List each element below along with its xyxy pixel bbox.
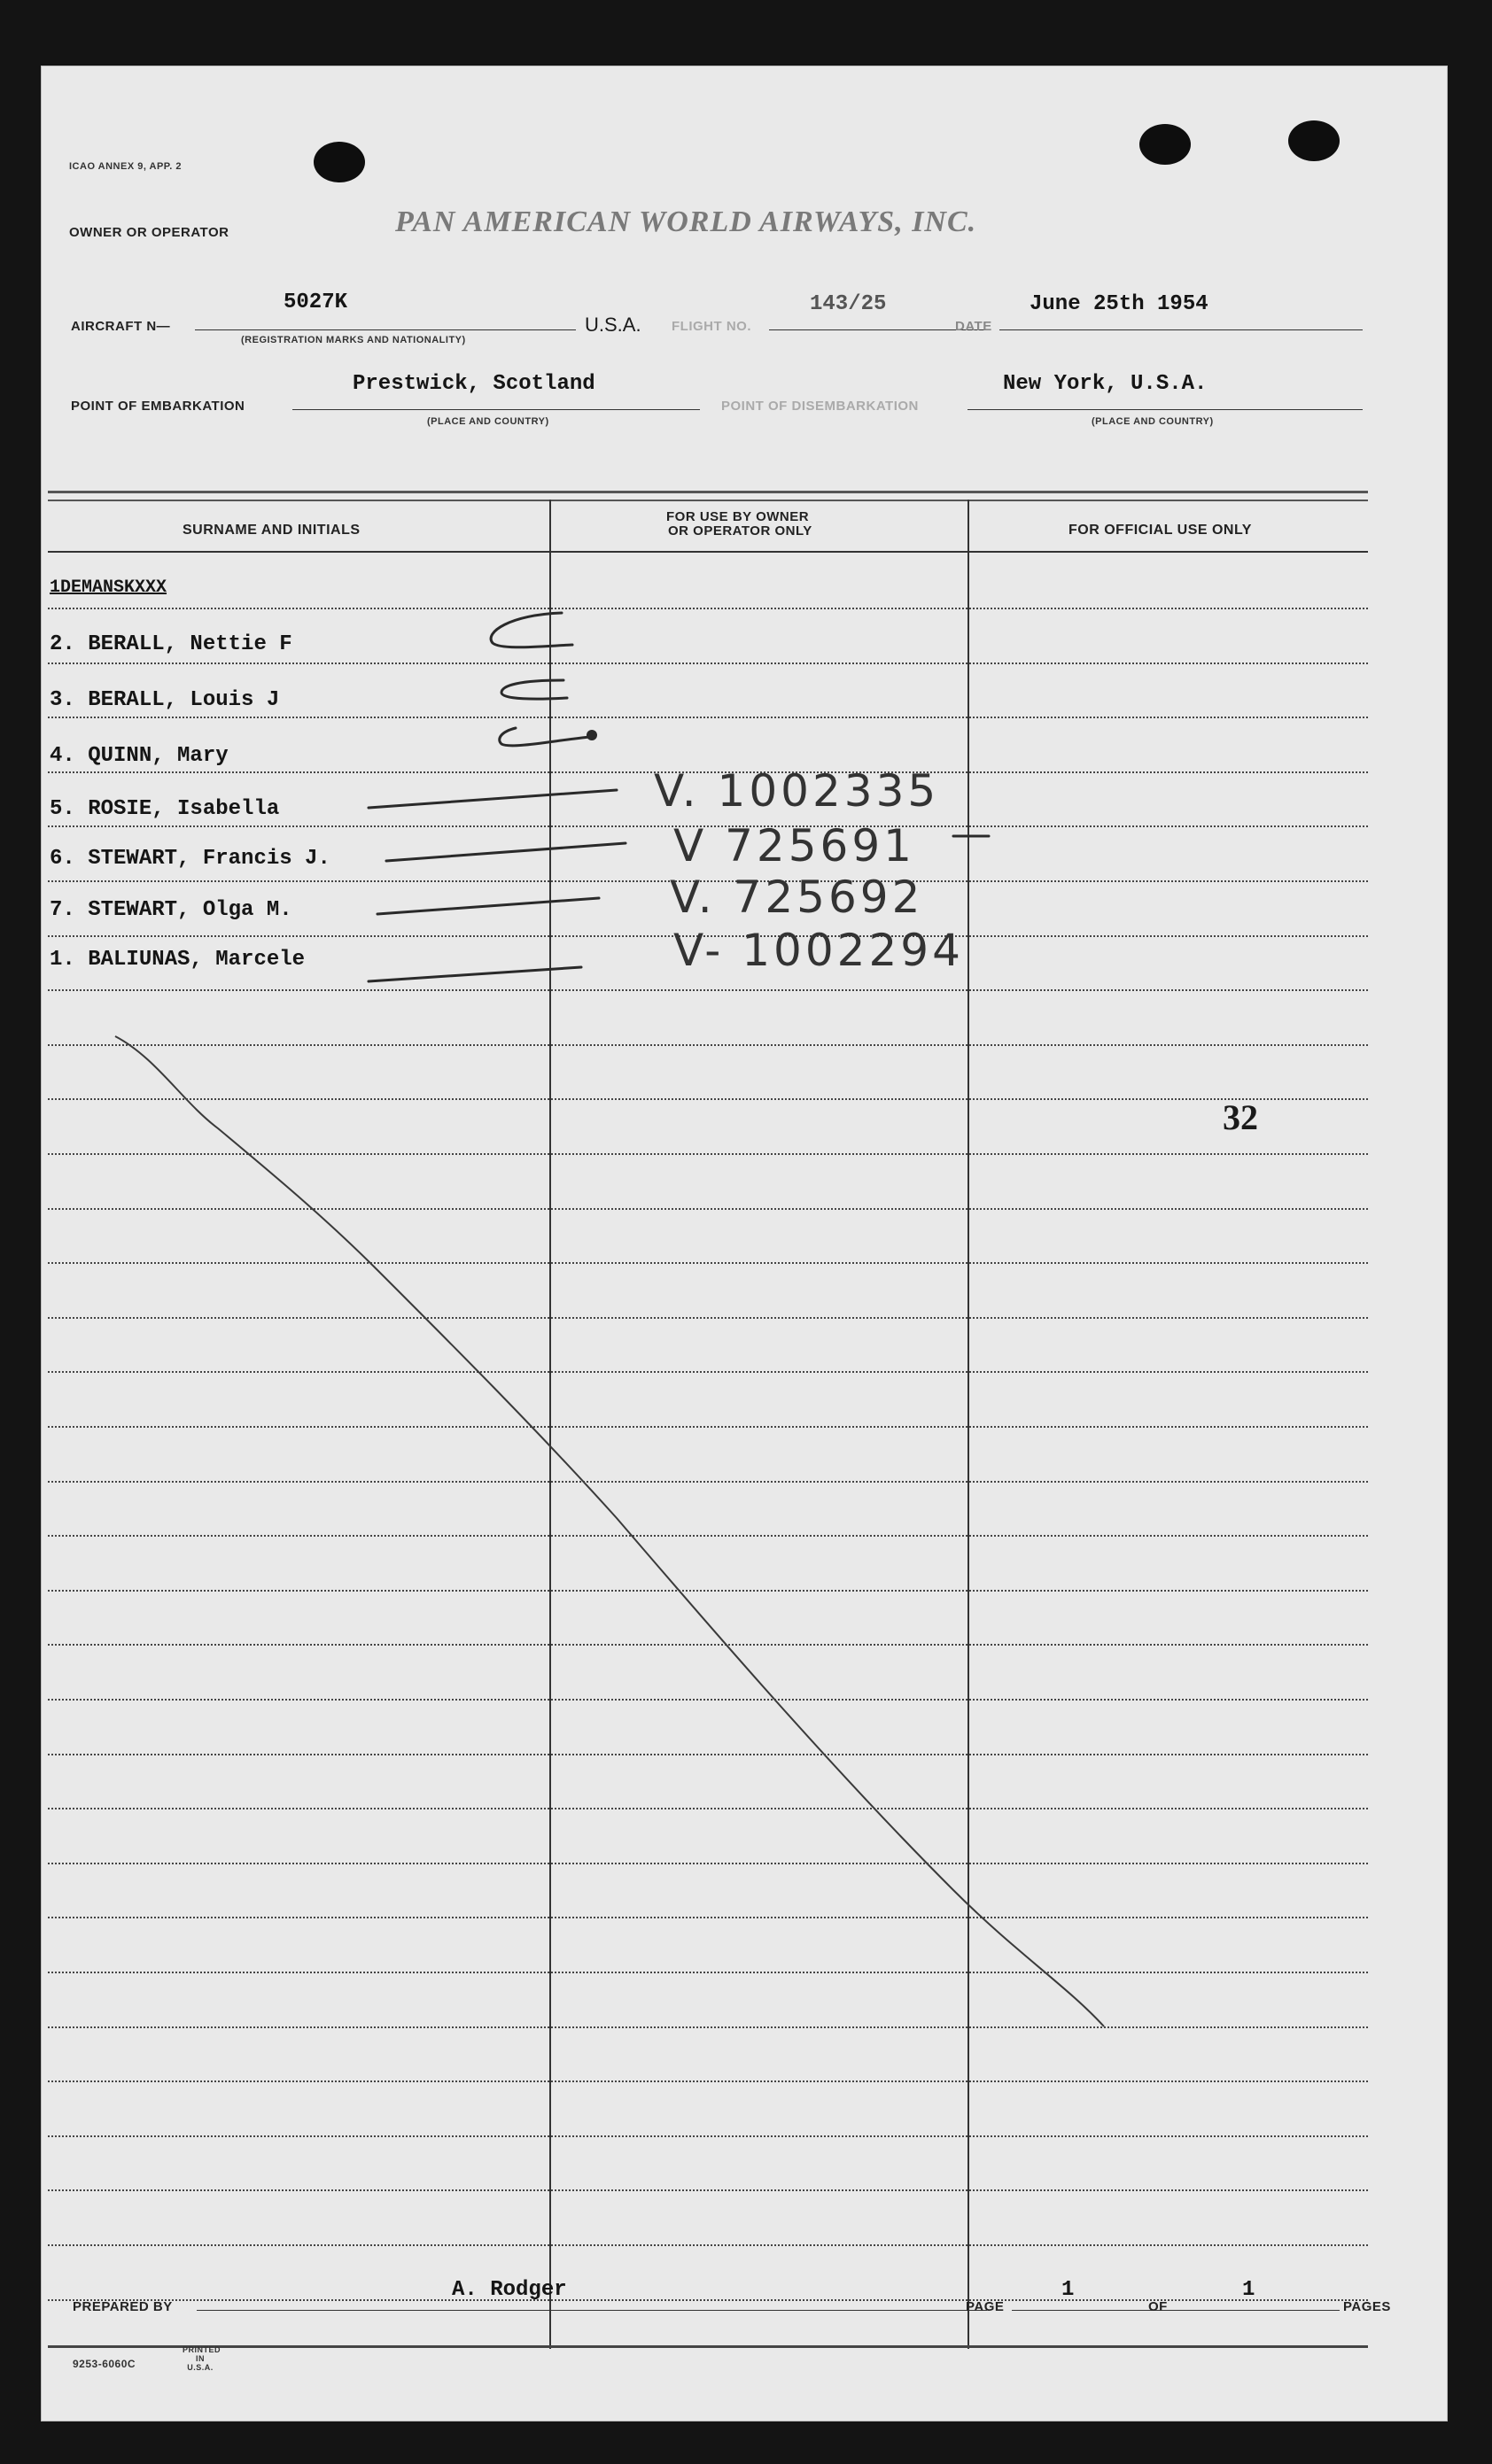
check-mark [501,680,567,699]
owner-label: OWNER OR OPERATOR [69,225,229,240]
ink-dot [587,730,597,740]
date-value: June 25th 1954 [1030,292,1208,316]
embark-sub: (PLACE AND COUNTRY) [427,416,549,427]
flight-label: FLIGHT NO. [672,319,751,334]
usa-label: U.S.A. [585,314,641,336]
leader-line [369,790,617,808]
flight-value: 143/25 [810,292,887,316]
printer-mark: PRINTED IN U.S.A. [183,2345,221,2372]
passenger-name: 2. BERALL, Nettie F [50,632,292,656]
col-surname-header: SURNAME AND INITIALS [183,523,361,538]
embark-value: Prestwick, Scotland [353,372,595,396]
date-label: DATE [955,319,992,334]
passenger-name: 7. STEWART, Olga M. [50,898,292,922]
leader-line [369,967,581,981]
passenger-name: 1. BALIUNAS, Marcele [50,948,306,972]
passenger-name: 6. STEWART, Francis J. [50,847,330,871]
of-value: 1 [1242,2278,1255,2302]
aircraft-sub: (REGISTRATION MARKS AND NATIONALITY) [241,335,466,345]
operator-note: V 725691 [673,820,915,872]
col-official-header: FOR OFFICIAL USE ONLY [1068,523,1252,538]
pages-label: PAGES [1343,2299,1391,2314]
col-operator-header-line1: FOR USE BY OWNER [666,509,810,524]
leader-line [386,843,626,861]
col-operator-header-line2: OR OPERATOR ONLY [668,523,812,539]
disembark-sub: (PLACE AND COUNTRY) [1092,416,1214,427]
page-value: 1 [1061,2278,1075,2302]
aircraft-label: AIRCRAFT N— [71,319,171,334]
embark-label: POINT OF EMBARKATION [71,399,245,414]
page-label: PAGE [966,2299,1005,2314]
annex-label: ICAO ANNEX 9, APP. 2 [69,161,182,172]
check-mark [491,613,572,647]
passenger-name: 5. ROSIE, Isabella [50,797,280,821]
of-label: OF [1148,2299,1168,2314]
manifest-sheet [41,66,1448,2421]
leader-line [377,898,599,914]
owner-value: PAN AMERICAN WORLD AIRWAYS, INC. [395,205,977,238]
passenger-name: 4. QUINN, Mary [50,744,229,768]
disembark-value: New York, U.S.A. [1003,372,1208,396]
operator-note: V. 1002335 [654,765,940,817]
form-code: 9253-6060C [73,2358,136,2370]
operator-note: V. 725692 [670,872,924,923]
handwritten-marks [41,66,1448,2421]
struck-entry: 1DEMANSKXXX [50,577,167,598]
prepared-value: A. Rodger [452,2278,567,2302]
cancel-diagonal [115,1036,1104,2026]
aircraft-value: 5027K [284,291,348,314]
prepared-label: PREPARED BY [73,2299,173,2314]
operator-note: V- 1002294 [673,925,964,976]
passenger-name: 3. BERALL, Louis J [50,688,280,712]
disembark-label: POINT OF DISEMBARKATION [721,399,919,414]
official-number: 32 [1223,1097,1258,1137]
check-mark [500,728,590,746]
